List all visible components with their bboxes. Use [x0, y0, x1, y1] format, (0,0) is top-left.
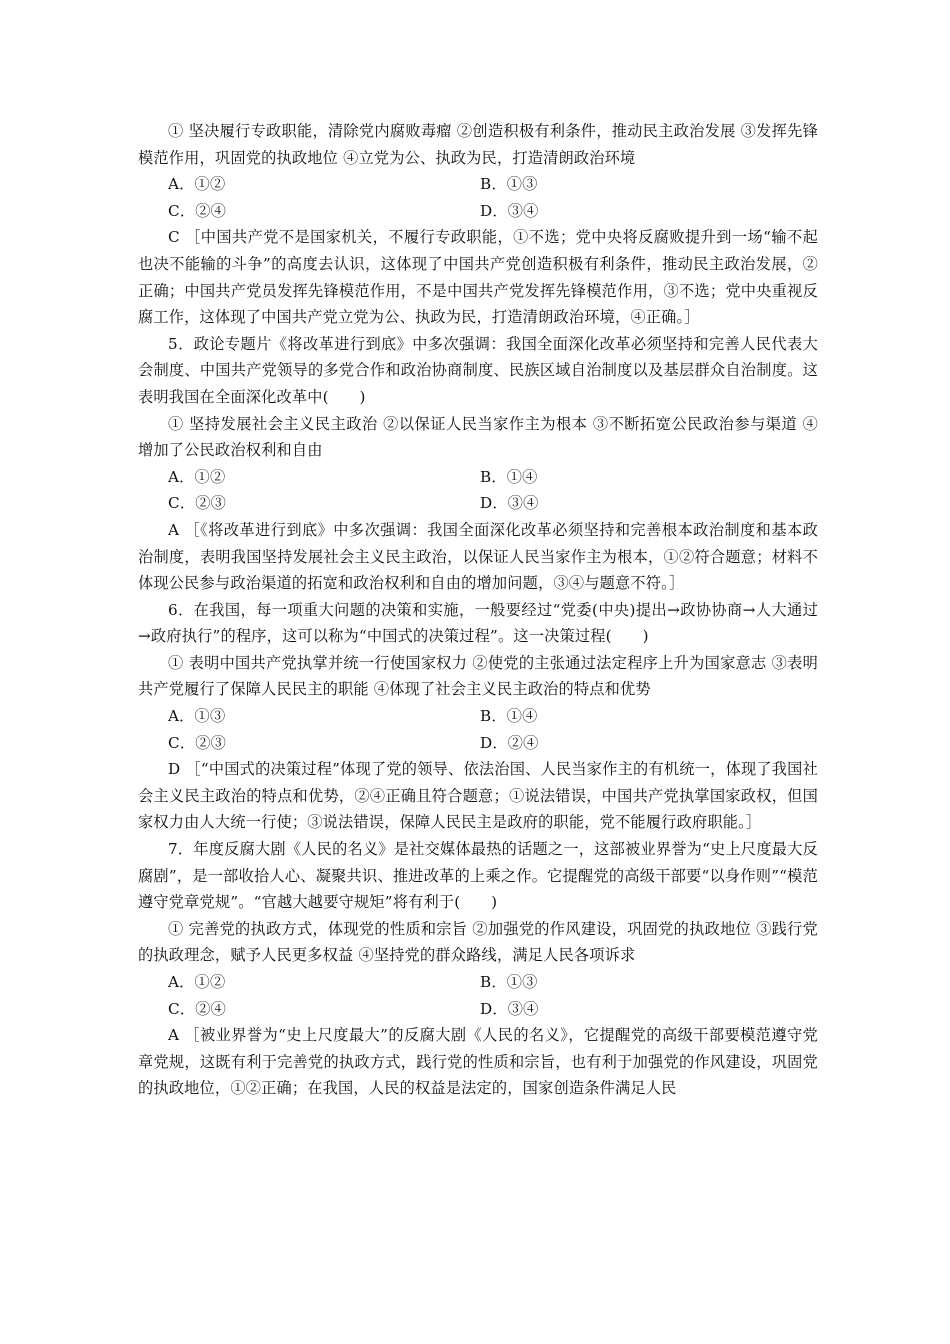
q7-options-row-2 [138, 996, 818, 1023]
q6-statements: ① 表明中国共产党执掌并统一行使国家权力 ②使党的主张通过法定程序上升为国家意志 ③表明共产党履行了保障人民民主的职能 ④体现了社会主义民主政治的特点和优势 [138, 653, 818, 699]
q5-answer: A ［《将改革进行到底》中多次强调：我国全面深化改革必须坚持和完善根本政治制度和基本政治制度，表明我国坚持发展社会主义民主政治，以保证人民当家作主为根本，①②符合题意；材料不体现公民参与政治渠道的拓宽和政治权利和自由的增加问题，③④与题意不符。］ [138, 520, 818, 593]
q7-option-d: D．③④ [480, 999, 539, 1018]
q5-options-row-1 [138, 464, 818, 491]
q6-option-a: A．①③ [168, 707, 226, 726]
q5-statements: ① 坚持发展社会主义民主政治 ②以保证人民当家作主为根本 ③不断拓宽公民政治参与渠道 ④增加了公民政治权利和自由 [138, 414, 818, 460]
q5-option-c: C．②③ [168, 494, 226, 513]
q4-option-a: A．①② [168, 175, 226, 194]
q5-option-d: D．③④ [480, 494, 539, 513]
q6-option-b: B．①④ [480, 707, 538, 726]
q4-options-row-1 [138, 171, 818, 198]
q5-options-row-2 [138, 490, 818, 517]
q4-options-row-2 [138, 198, 818, 225]
q4-answer: C ［中国共产党不是国家机关，不履行专政职能，①不选；党中央将反腐败提升到一场“输不起也决不能输的斗争”的高度去认识，这体现了中国共产党创造积极有利条件，推动民主政治发展，②正确；中国共产党员发挥先锋模范作用，不是中国共产党发挥先锋模范作用，③不选；党中央重视反腐工作，这体现了中国共产党立党为公、执政为民，打造清朗政治环境，④正确。］ [138, 228, 818, 327]
q5-option-a: A．①② [168, 467, 226, 486]
q6-stem: 6．在我国，每一项重大问题的决策和实施，一般要经过“党委(中央)提出→政协协商→人大通过→政府执行”的程序，这可以称为“中国式的决策过程”。这一决策过程( ) [138, 600, 818, 646]
q6-options-row-2 [138, 730, 818, 757]
document-page [138, 118, 818, 1102]
q5-stem: 5．政论专题片《将改革进行到底》中多次强调：我国全面深化改革必须坚持和完善人民代表大会制度、中国共产党领导的多党合作和政治协商制度、民族区域自治制度以及基层群众自治制度。这表明我国在全面深化改革中( ) [138, 334, 818, 406]
q7-answer: A ［被业界誉为“史上尺度最大”的反腐大剧《人民的名义》，它提醒党的高级干部要模范遵守党章党规，这既有利于完善党的执政方式，践行党的性质和宗旨，也有利于加强党的作风建设，巩固党的执政地位，①②正确；在我国，人民的权益是法定的，国家创造条件满足人民 [138, 1026, 818, 1098]
q4-option-b: B．①③ [480, 175, 538, 194]
q7-statements: ① 完善党的执政方式，体现党的性质和宗旨 ②加强党的作风建设，巩固党的执政地位 ③践行党的执政理念，赋予人民更多权益 ④坚持党的群众路线，满足人民各项诉求 [138, 919, 818, 965]
q4-option-d: D．③④ [480, 201, 539, 220]
q4-option-c: C．②④ [168, 201, 226, 220]
q5-option-b: B．①④ [480, 467, 538, 486]
q6-answer: D ［“中国式的决策过程”体现了党的领导、依法治国、人民当家作主的有机统一，体现了我国社会主义民主政治的特点和优势，②④正确且符合题意；①说法错误，中国共产党执掌国家政权，但国家权力由人大统一行使；③说法错误，保障人民民主是政府的职能，党不能履行政府职能。］ [138, 760, 818, 832]
q6-option-c: C．②③ [168, 733, 226, 752]
q7-stem: 7．年度反腐大剧《人民的名义》是社交媒体最热的话题之一，这部被业界誉为“史上尺度最大反腐剧”，是一部收拾人心、凝聚共识、推进改革的上乘之作。它提醒党的高级干部要“以身作则”“模范遵守党章党规”。“官越大越要守规矩”将有利于( ) [138, 840, 818, 912]
q7-option-b: B．①③ [480, 973, 538, 991]
q6-options-row-1 [138, 703, 818, 730]
q7-options-row-1 [138, 969, 818, 996]
q7-option-c: C．②④ [168, 999, 226, 1018]
q6-option-d: D．②④ [480, 733, 539, 752]
q4-statements: ① 坚决履行专政职能，清除党内腐败毒瘤 ②创造积极有利条件，推动民主政治发展 ③发挥先锋模范作用，巩固党的执政地位 ④立党为公、执政为民，打造清朗政治环境 [138, 122, 818, 167]
q7-option-a: A．①② [168, 973, 226, 991]
